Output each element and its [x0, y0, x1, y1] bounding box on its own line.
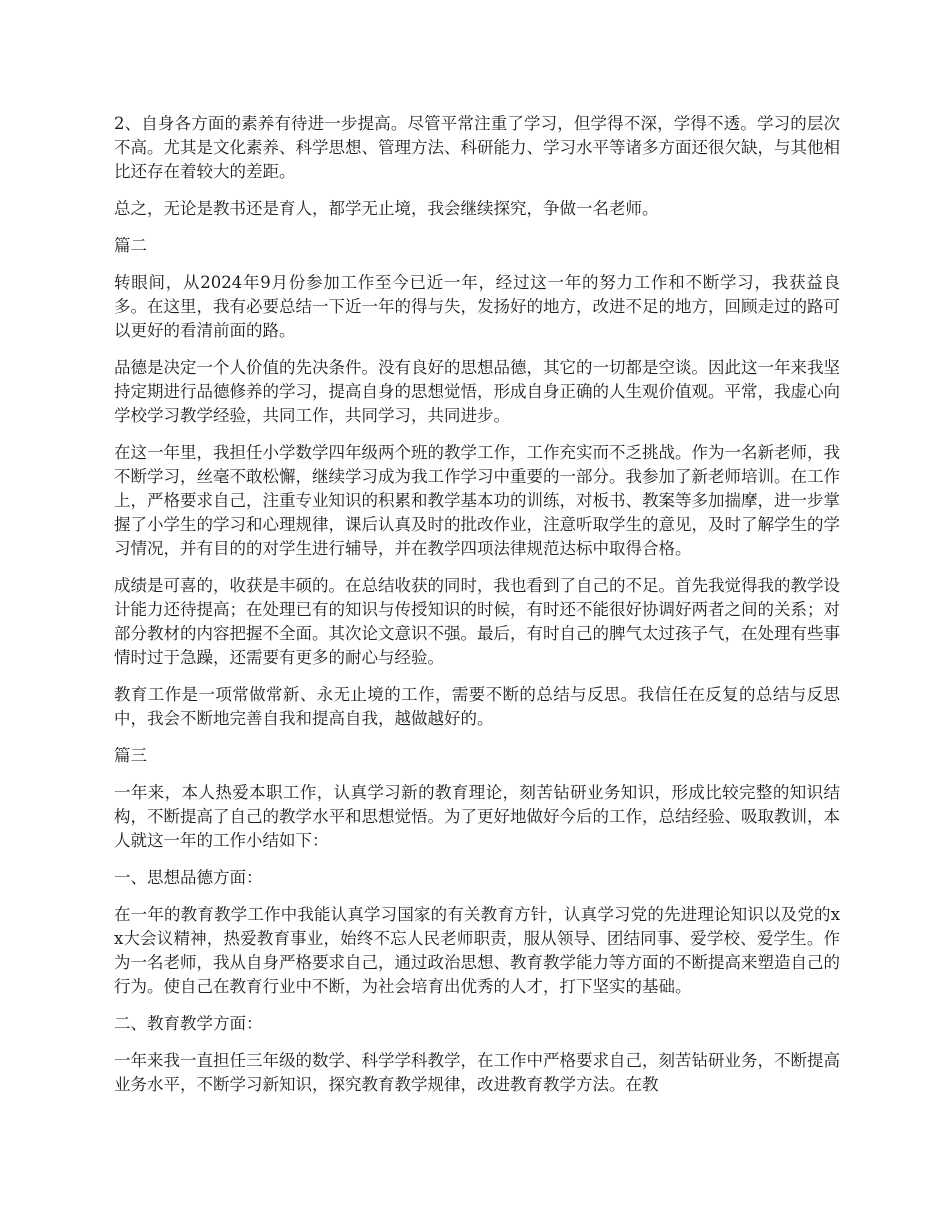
section-heading: 篇二: [114, 236, 147, 255]
section-heading: 二、教育教学方面：: [114, 1014, 263, 1033]
paragraph: 总之，无论是教书还是育人，都学无止境，我会继续探究，争做一名老师。: [114, 199, 659, 218]
paragraph: 成绩是可喜的，收获是丰硕的。在总结收获的同时，我也看到了自己的不足。首先我觉得我的教学设计能力还待提高；在处理已有的知识与传授知识的时候，有时还不能很好协调好两者之间的关系；对部分教材的内容把握不全面。其次论文意识不强。最后，有时自己的脾气太过孩子气，在处理有些事情时过于急躁，还需要有更多的耐心与经验。: [114, 576, 840, 667]
paragraph: 教育工作是一项常做常新、永无止境的工作，需要不断的总结与反思。我信任在反复的总结与反思中，我会不断地完善自我和提高自我，越做越好的。: [114, 685, 840, 728]
paragraph: 一年来，本人热爱本职工作，认真学习新的教育理论，刻苦钻研业务知识，形成比较完整的知识结构，不断提高了自己的教学水平和思想觉悟。为了更好地做好今后的工作，总结经验、吸取教训，本人就这一年的工作小结如下：: [114, 783, 840, 850]
paragraph: 在一年的教育教学工作中我能认真学习国家的有关教育方针，认真学习党的先进理论知识以及党的xx大会议精神，热爱教育事业，始终不忘人民老师职责，服从领导、团结同事、爱学校、爱学生。作为一名老师，我从自身严格要求自己，通过政治思想、教育教学能力等方面的不断提高来塑造自己的行为。使自己在教育行业中不断，为社会培育出优秀的人才，打下坚实的基础。: [114, 905, 840, 996]
paragraph: 一年来我一直担任三年级的数学、科学学科教学，在工作中严格要求自己，刻苦钻研业务，不断提高业务水平，不断学习新知识，探究教育教学规律，改进教育教学方法。在教: [114, 1051, 840, 1094]
section-heading: 篇三: [114, 746, 147, 765]
paragraph: 2、自身各方面的素养有待进一步提高。尽管平常注重了学习，但学得不深，学得不透。学习的层次不高。尤其是文化素养、科学思想、管理方法、科研能力、学习水平等诸多方面还很欠缺，与其他相比还存在着较大的差距。: [114, 114, 840, 181]
document-page: [114, 112, 840, 1110]
paragraph: 在这一年里，我担任小学数学四年级两个班的教学工作，工作充实而不乏挑战。作为一名新老师，我不断学习，丝毫不敢松懈，继续学习成为我工作学习中重要的一部分。我参加了新老师培训。在工作上，严格要求自己，注重专业知识的积累和教学基本功的训练，对板书、教案等多加揣摩，进一步掌握了小学生的学习和心理规律，课后认真及时的批改作业，注意听取学生的意见，及时了解学生的学习情况，并有目的的对学生进行辅导，并在教学四项法律规范达标中取得合格。: [114, 443, 840, 558]
paragraph: 品德是决定一个人价值的先决条件。没有良好的思想品德，其它的一切都是空谈。因此这一年来我坚持定期进行品德修养的学习，提高自身的思想觉悟，形成自身正确的人生观价值观。平常，我虚心向学校学习教学经验，共同工作，共同学习，共同进步。: [114, 358, 840, 425]
section-heading: 一、思想品德方面：: [114, 868, 263, 887]
paragraph: 转眼间，从2024年9月份参加工作至今已近一年，经过这一年的努力工作和不断学习，我获益良多。在这里，我有必要总结一下近一年的得与失，发扬好的地方，改进不足的地方，回顾走过的路可以更好的看清前面的路。: [114, 273, 840, 340]
